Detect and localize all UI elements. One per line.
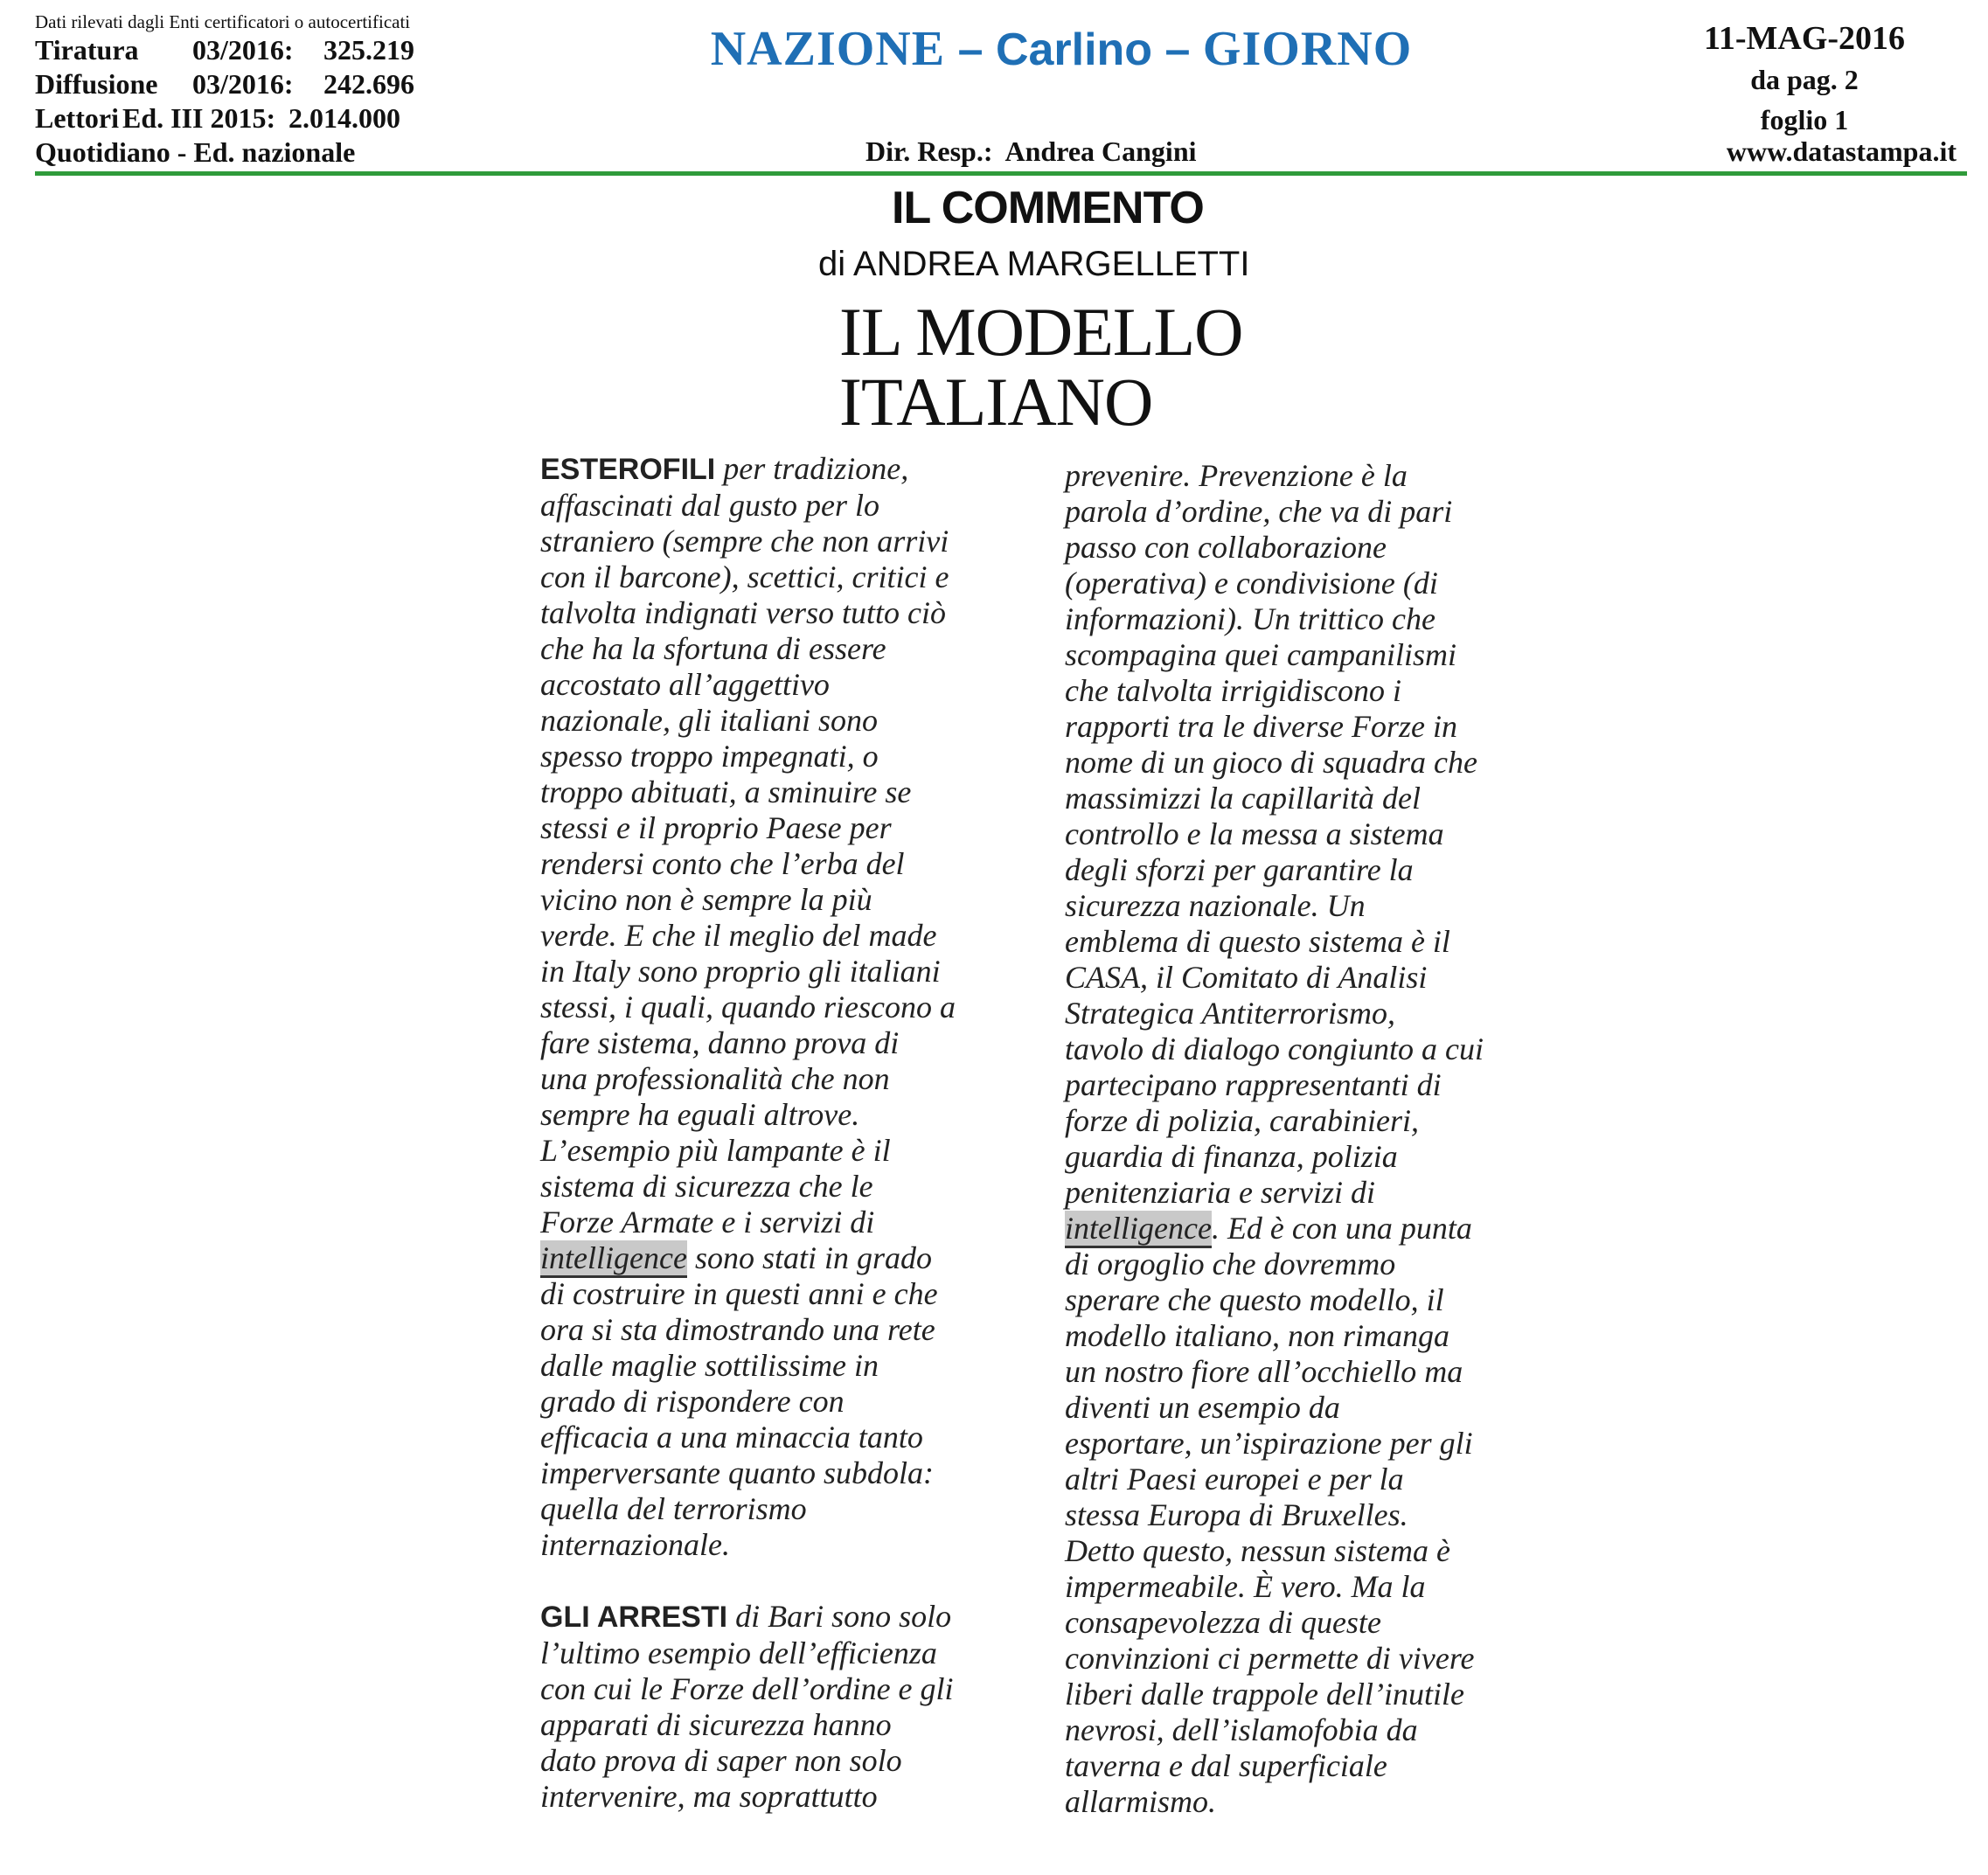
stat-row-lettori xyxy=(35,101,414,135)
line-text: per tradizione, xyxy=(723,451,909,486)
text-line: accostato all’aggettivo xyxy=(540,667,830,702)
masthead-giorno: GIORNO xyxy=(1202,22,1413,76)
text-line: nevrosi, dell’islamofobia da xyxy=(1065,1712,1418,1747)
newspaper-masthead xyxy=(668,16,1455,94)
text-line: partecipano rappresentanti di xyxy=(1065,1067,1442,1102)
text-line: massimizzi la capillarità del xyxy=(1065,781,1421,816)
paragraph-gap xyxy=(540,1563,956,1599)
text-line: L’esempio più lampante è il xyxy=(540,1133,891,1168)
text-line: dato prova di saper non solo xyxy=(540,1743,902,1778)
stat-value: 325.219 xyxy=(323,34,414,66)
text-line: sicurezza nazionale. Un xyxy=(1065,888,1366,923)
text-line: tavolo di dialogo congiunto a cui xyxy=(1065,1031,1484,1066)
masthead-nazione: NAZIONE xyxy=(710,22,946,76)
header-divider xyxy=(35,171,1967,176)
paragraph-body xyxy=(1065,1247,1484,1820)
text-line: modello italiano, non rimanga xyxy=(1065,1318,1449,1353)
text-line: fare sistema, danno prova di xyxy=(540,1025,900,1060)
text-line: affascinati dal gusto per lo xyxy=(540,488,880,523)
masthead-separator: – xyxy=(957,24,984,75)
highlighted-term: intelligence xyxy=(540,1240,687,1278)
text-line: rapporti tra le diverse Forze in xyxy=(1065,709,1457,744)
text-line: Forze Armate e i servizi di xyxy=(540,1205,875,1240)
text-line: nome di un gioco di squadra che xyxy=(1065,745,1477,780)
paragraph-lead: GLI ARRESTI xyxy=(540,1601,728,1634)
stat-period: 03/2016: xyxy=(192,34,294,66)
text-line: impermeabile. È vero. Ma la xyxy=(1065,1569,1426,1604)
director-line xyxy=(865,135,1197,168)
text-line: vicino non è sempre la più xyxy=(540,882,872,917)
text-line: apparati di sicurezza hanno xyxy=(540,1707,892,1742)
stat-row-tiratura xyxy=(35,33,414,67)
text-line: l’ultimo esempio dell’efficienza xyxy=(540,1635,937,1670)
headline-line: IL MODELLO xyxy=(839,294,1243,370)
sheet-ref: foglio 1 xyxy=(1760,104,1849,135)
stat-label: Tiratura xyxy=(35,34,139,66)
certification-note: Dati rilevati dagli Enti certificatori o autocertificati xyxy=(35,11,411,32)
text-line: parola d’ordine, che va di pari xyxy=(1065,494,1453,529)
page-ref: da pag. 2 xyxy=(1750,64,1859,95)
article-byline: di ANDREA MARGELLETTI xyxy=(818,245,1250,283)
stat-period: Ed. III 2015: xyxy=(122,102,276,134)
text-line: (operativa) e condivisione (di xyxy=(1065,566,1438,601)
text-line: intervenire, ma soprattutto xyxy=(540,1779,878,1814)
text-line: prevenire. Prevenzione è la xyxy=(1065,458,1408,493)
text-line: efficacia a una minaccia tanto xyxy=(540,1420,923,1455)
text-line: consapevolezza di queste xyxy=(1065,1605,1381,1640)
text-line: ora si sta dimostrando una rete xyxy=(540,1312,935,1347)
text-line: imperversante quanto subdola: xyxy=(540,1455,934,1490)
text-line: sempre ha eguali altrove. xyxy=(540,1097,860,1132)
text-line: altri Paesi europei e per la xyxy=(1065,1462,1404,1497)
text-line: liberi dalle trappole dell’inutile xyxy=(1065,1677,1464,1712)
headline-line: ITALIANO xyxy=(839,364,1153,440)
text-line: internazionale. xyxy=(540,1527,730,1562)
issue-info xyxy=(1673,17,1936,140)
paragraph-lead: ESTEROFILI xyxy=(540,453,716,486)
paragraph-body xyxy=(1065,458,1484,1211)
text-line: rendersi conto che l’erba del xyxy=(540,846,905,881)
text-line xyxy=(540,451,956,488)
text-line xyxy=(1065,1211,1484,1247)
text-line: dalle maglie sottilissime in xyxy=(540,1348,879,1383)
text-line: degli sforzi per garantire la xyxy=(1065,852,1414,887)
text-line xyxy=(540,1599,956,1635)
paragraph-body xyxy=(540,1276,956,1563)
text-line: talvolta indignati verso tutto ciò xyxy=(540,595,946,630)
text-line: che ha la sfortuna di essere xyxy=(540,631,886,666)
text-line: controllo e la messa a sistema xyxy=(1065,816,1444,851)
text-line: esportare, un’ispirazione per gli xyxy=(1065,1426,1473,1461)
director-label: Dir. Resp.: xyxy=(865,135,993,167)
text-line: informazioni). Un trittico che xyxy=(1065,601,1435,636)
text-line: una professionalità che non xyxy=(540,1061,890,1096)
text-line: passo con collaborazione xyxy=(1065,530,1387,565)
text-line: stessi e il proprio Paese per xyxy=(540,810,892,845)
text-line: guardia di finanza, polizia xyxy=(1065,1139,1398,1174)
line-text: di Bari sono solo xyxy=(727,1599,952,1634)
highlighted-term: intelligence xyxy=(1065,1211,1212,1248)
edition-label: Quotidiano - Ed. nazionale xyxy=(35,136,356,168)
text-line: un nostro fiore all’occhiello ma xyxy=(1065,1354,1463,1389)
text-line: convinzioni ci permette di vivere xyxy=(1065,1641,1475,1676)
text-line: scompagina quei campanilismi xyxy=(1065,637,1456,672)
text-line: di orgoglio che dovremmo xyxy=(1065,1247,1396,1281)
text-line: stessi, i quali, quando riescono a xyxy=(540,990,956,1024)
text-line: troppo abituati, a sminuire se xyxy=(540,774,912,809)
text-line: quella del terrorismo xyxy=(540,1491,807,1526)
text-line: Strategica Antiterrorismo, xyxy=(1065,996,1395,1031)
text-line: straniero (sempre che non arrivi xyxy=(540,524,949,559)
text-line: nazionale, gli italiani sono xyxy=(540,703,879,738)
text-line: sperare che questo modello, il xyxy=(1065,1282,1444,1317)
stat-row-diffusione xyxy=(35,67,414,101)
text-line: con il barcone), scettici, critici e xyxy=(540,559,949,594)
text-line: verde. E che il meglio del made xyxy=(540,918,937,953)
masthead-carlino: Carlino xyxy=(995,24,1153,75)
paragraph-body xyxy=(540,1635,956,1815)
stat-value: 242.696 xyxy=(323,68,414,100)
stat-value: 2.014.000 xyxy=(288,102,400,134)
text-line: Detto questo, nessun sistema è xyxy=(1065,1533,1450,1568)
stat-label: Lettori xyxy=(35,102,119,134)
article-column-1 xyxy=(540,451,956,1815)
article-headline xyxy=(839,294,1243,440)
text-line: penitenziaria e servizi di xyxy=(1065,1175,1375,1210)
masthead-separator: – xyxy=(1164,24,1191,75)
text-line: allarmismo. xyxy=(1065,1784,1217,1819)
text-line: con cui le Forze dell’ordine e gli xyxy=(540,1671,954,1706)
text-line: sistema di sicurezza che le xyxy=(540,1169,873,1204)
article-kicker: IL COMMENTO xyxy=(892,183,1204,233)
text-line: taverna e dal superficiale xyxy=(1065,1748,1387,1783)
text-line: emblema di questo sistema è il xyxy=(1065,924,1450,959)
line-text: sono stati in grado xyxy=(686,1240,932,1275)
text-line: stessa Europa di Bruxelles. xyxy=(1065,1497,1408,1532)
source-website: www.datastampa.it xyxy=(1726,135,1957,167)
stat-label: Diffusione xyxy=(35,68,158,100)
text-line: forze di polizia, carabinieri, xyxy=(1065,1103,1419,1138)
paragraph-body xyxy=(540,488,956,1240)
text-line: di costruire in questi anni e che xyxy=(540,1276,938,1311)
text-line xyxy=(540,1240,956,1276)
text-line: in Italy sono proprio gli italiani xyxy=(540,954,941,989)
text-line: spesso troppo impegnati, o xyxy=(540,739,879,774)
text-line: CASA, il Comitato di Analisi xyxy=(1065,960,1428,995)
text-line: grado di rispondere con xyxy=(540,1384,845,1419)
circulation-stats xyxy=(35,10,414,170)
line-text: . Ed è con una punta xyxy=(1211,1211,1472,1246)
text-line: diventi un esempio da xyxy=(1065,1390,1340,1425)
issue-date: 11-MAG-2016 xyxy=(1703,20,1906,57)
text-line: che talvolta irrigidiscono i xyxy=(1065,673,1401,708)
stat-period: 03/2016: xyxy=(192,68,294,100)
article-column-2 xyxy=(1065,458,1484,1820)
director-name: Andrea Cangini xyxy=(1004,135,1197,167)
